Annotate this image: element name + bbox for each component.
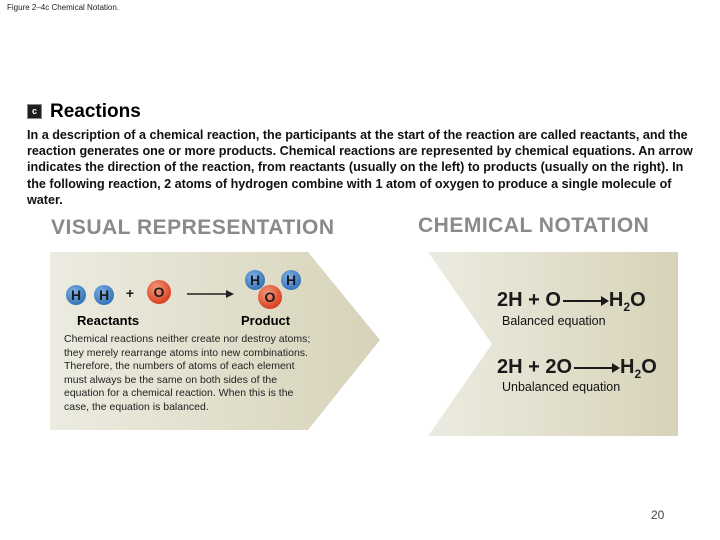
- hydrogen-atom-icon: [94, 285, 114, 305]
- section-badge: c: [27, 104, 42, 119]
- balanced-equation: 2H + O $H_2O$: [497, 289, 646, 314]
- svg-text:O: O: [153, 284, 165, 300]
- figure-caption: Figure 2–4c Chemical Notation.: [7, 3, 120, 12]
- svg-text:H: H: [98, 287, 110, 303]
- chemical-notation-heading: CHEMICAL NOTATION: [418, 214, 650, 237]
- explanation-text: Chemical reactions neither create nor destroy atoms; they merely rearrange atoms into new combinations. Therefore, the numbers of atoms of each element must always be the same on both sides of the equation for a chemical reaction. When this is the case, the equation is balanced.: [64, 333, 311, 413]
- oxygen-atom-icon: [147, 280, 171, 304]
- notation-panel: [428, 252, 678, 436]
- hydrogen-atom-icon: [66, 285, 86, 305]
- yield-arrow-icon: [574, 367, 618, 369]
- intro-paragraph: In a description of a chemical reaction, the participants at the start of the reaction are called reactants, and the reaction generates one or more products. Chemical reactions are represented by chemical equations. An arrow indicates the direction of the reaction, from reactants (usually on the left) to products (usually on the right). In the following reaction, 2 atoms of hydrogen combine with 1 atom of oxygen to produce a single molecule of water.: [27, 128, 693, 207]
- page-number: 20: [651, 508, 665, 522]
- visual-representation-heading: VISUAL REPRESENTATION: [51, 216, 335, 239]
- plus-sign: +: [125, 285, 135, 301]
- svg-text:H: H: [70, 287, 82, 303]
- yield-arrow-icon: [563, 300, 607, 302]
- equation-left: 2H + 2O: [497, 356, 573, 378]
- product-label: Product: [241, 313, 291, 328]
- unbalanced-equation: 2H + 2O $H_2O$: [497, 356, 657, 381]
- equation-left: 2H + O: [497, 289, 561, 311]
- unbalanced-equation-label: Unbalanced equation: [502, 380, 621, 394]
- svg-text:O: O: [264, 289, 276, 305]
- equals-sign: [401, 337, 425, 350]
- svg-text:H: H: [285, 272, 297, 288]
- section-title: Reactions: [50, 101, 141, 122]
- equation-right: H: [608, 289, 624, 311]
- balanced-equation-label: Balanced equation: [502, 314, 606, 328]
- equation-right: H: [620, 356, 635, 378]
- svg-text:H: H: [249, 272, 261, 288]
- reactants-label: Reactants: [77, 313, 140, 328]
